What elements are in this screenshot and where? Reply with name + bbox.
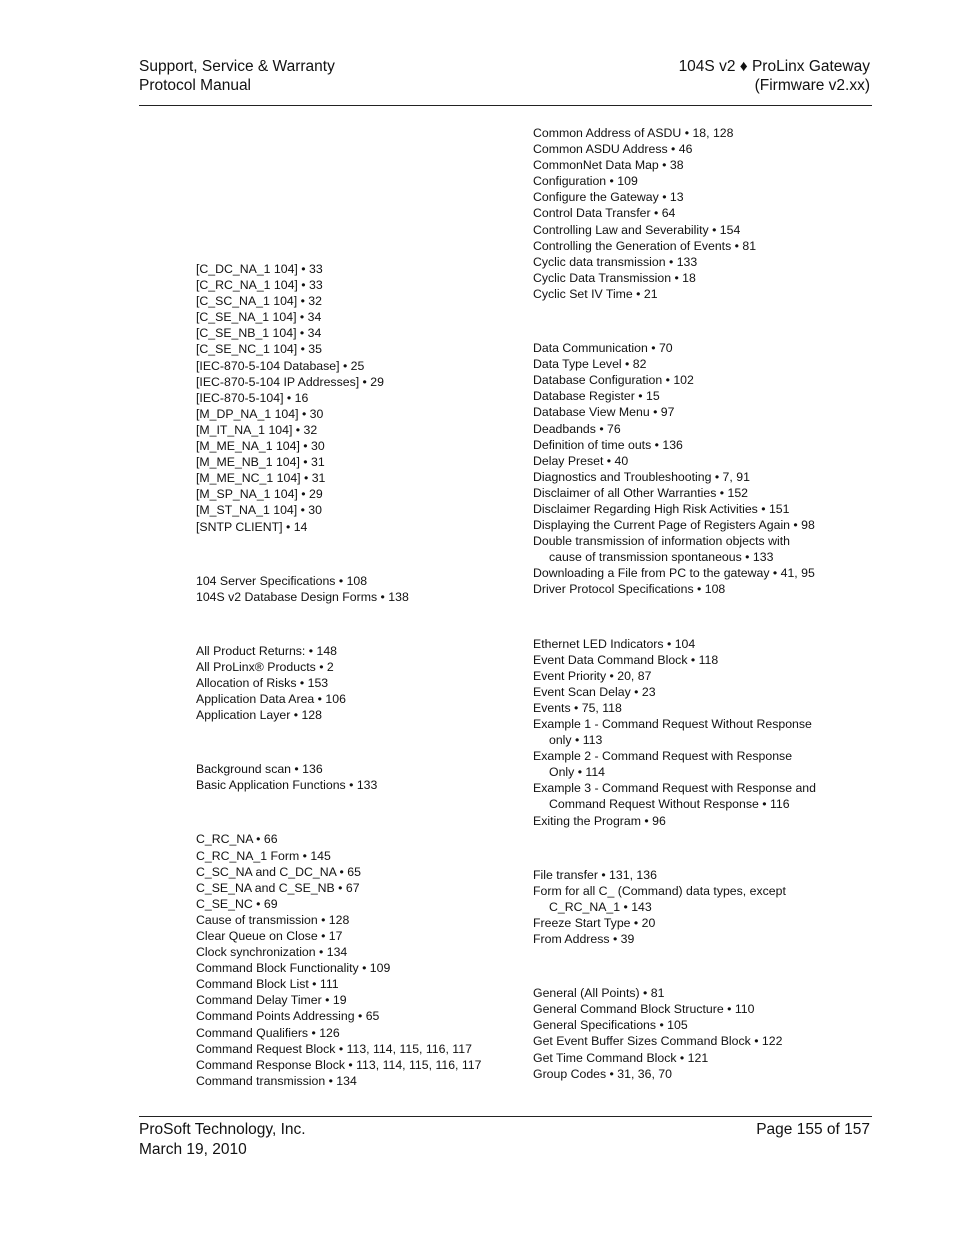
index-entry: Command Block List • 111 [196, 977, 339, 992]
index-entry: Get Time Command Block • 121 [533, 1050, 709, 1065]
index-entry: [C_SE_NA_1 104] • 34 [196, 310, 322, 325]
header-manual-title: Protocol Manual [139, 77, 252, 94]
index-entry: Controlling the Generation of Events • 81 [533, 238, 757, 253]
header-product-title: 104S v2 ♦ ProLinx Gateway [678, 58, 870, 75]
index-entry: Configuration • 109 [533, 174, 638, 189]
index-entry: Database View Menu • 97 [533, 405, 675, 420]
index-group [196, 761, 516, 793]
index-entry: Data Type Level • 82 [533, 357, 647, 372]
index-group [196, 573, 516, 605]
index-group-gap [196, 723, 516, 761]
index-entry: Command Qualifiers • 126 [196, 1025, 340, 1040]
index-entry: Example 1 - Command Request Without Response only • 113 [533, 717, 812, 748]
index-entry: Group Codes • 31, 36, 70 [533, 1066, 672, 1081]
index-entry: Allocation of Risks • 153 [196, 675, 329, 690]
index-group [533, 340, 818, 598]
index-entry: CommonNet Data Map • 38 [533, 158, 684, 173]
page-footer-left [139, 1120, 306, 1160]
index-entry: All Product Returns: • 148 [196, 643, 338, 658]
index-entry: Command Block Functionality • 109 [196, 961, 391, 976]
index-entry: Example 3 - Command Request with Response and Command Request Without Response • 116 [533, 781, 816, 812]
index-entry: Freeze Start Type • 20 [533, 915, 656, 930]
index-entry: [M_ME_NB_1 104] • 31 [196, 455, 325, 470]
page-footer-right [756, 1120, 870, 1140]
index-entry: From Address • 39 [533, 932, 635, 947]
page-header-left [139, 57, 335, 95]
index-entry: [IEC-870-5-104] • 16 [196, 390, 309, 405]
index-entry: Database Configuration • 102 [533, 373, 694, 388]
index-entry: 104S v2 Database Design Forms • 138 [196, 589, 409, 604]
index-group-gap [533, 947, 818, 985]
index-entry: Delay Preset • 40 [533, 453, 629, 468]
index-entry: Clear Queue on Close • 17 [196, 929, 343, 943]
index-column-left [196, 261, 516, 1089]
index-entry: Get Event Buffer Sizes Command Block • 122 [533, 1034, 783, 1049]
header-firmware: (Firmware v2.xx) [754, 77, 870, 94]
index-entry: Data Communication • 70 [533, 341, 673, 356]
footer-page-number: Page 155 of 157 [756, 1121, 870, 1138]
index-entry: [M_DP_NA_1 104] • 30 [196, 406, 324, 421]
index-entry: [IEC-870-5-104 Database] • 25 [196, 358, 365, 373]
index-entry: Control Data Transfer • 64 [533, 206, 676, 221]
index-entry: [M_ST_NA_1 104] • 30 [196, 503, 322, 518]
index-entry: [IEC-870-5-104 IP Addresses] • 29 [196, 374, 384, 389]
index-entry: C_RC_NA • 66 [196, 832, 278, 847]
index-entry: Application Data Area • 106 [196, 692, 346, 707]
index-entry: Application Layer • 128 [196, 708, 322, 723]
footer-divider [139, 1116, 872, 1117]
index-entry: [C_SE_NC_1 104] • 35 [196, 342, 322, 357]
header-section-title: Support, Service & Warranty [139, 58, 335, 75]
index-entry: Disclaimer of all Other Warranties • 152 [533, 485, 749, 500]
index-entry: Events • 75, 118 [533, 700, 622, 715]
index-entry: [C_SE_NB_1 104] • 34 [196, 326, 322, 341]
index-entry: [M_IT_NA_1 104] • 32 [196, 422, 318, 437]
index-entry: C_SE_NC • 69 [196, 896, 278, 911]
index-entry: C_SC_NA and C_DC_NA • 65 [196, 864, 361, 879]
index-entry: Cyclic Set IV Time • 21 [533, 286, 658, 301]
header-divider [139, 105, 872, 106]
index-entry: Cyclic Data Transmission • 18 [533, 270, 696, 285]
index-entry: Definition of time outs • 136 [533, 437, 683, 452]
index-group [196, 643, 516, 723]
footer-company: ProSoft Technology, Inc. [139, 1121, 306, 1138]
index-entry: Command transmission • 134 [196, 1073, 357, 1088]
index-column-right [533, 125, 818, 1082]
footer-date: March 19, 2010 [139, 1141, 247, 1158]
index-entry: General Command Block Structure • 110 [533, 1002, 755, 1017]
index-entry: Driver Protocol Specifications • 108 [533, 582, 726, 597]
index-entry: Database Register • 15 [533, 389, 660, 404]
index-entry: Cause of transmission • 128 [196, 912, 350, 927]
index-group [533, 867, 818, 947]
page-header-right [679, 57, 870, 95]
index-entry: Command Points Addressing • 65 [196, 1009, 380, 1024]
index-entry: [C_RC_NA_1 104] • 33 [196, 278, 323, 293]
index-entry: [M_ME_NC_1 104] • 31 [196, 471, 326, 486]
index-entry: Double transmission of information objects with cause of transmission spontaneous • 133 [533, 534, 790, 565]
index-entry: Disclaimer Regarding High Risk Activities • 151 [533, 501, 790, 516]
index-entry: File transfer • 131, 136 [533, 867, 657, 882]
index-group-gap [196, 535, 516, 573]
index-entry: Command Delay Timer • 19 [196, 993, 347, 1008]
index-entry: Example 2 - Command Request with Response Only • 114 [533, 749, 793, 780]
index-entry: Deadbands • 76 [533, 421, 621, 436]
index-entry: Cyclic data transmission • 133 [533, 254, 698, 269]
index-entry: Controlling Law and Severability • 154 [533, 222, 741, 237]
index-entry: Form for all C_ (Command) data types, except C_RC_NA_1 • 143 [533, 883, 786, 914]
index-entry: Command Response Block • 113, 114, 115, 116, 117 [196, 1057, 482, 1072]
index-entry: [M_ME_NA_1 104] • 30 [196, 439, 325, 454]
index-entry: 104 Server Specifications • 108 [196, 573, 368, 588]
index-group [196, 261, 516, 535]
index-group [533, 985, 818, 1082]
index-entry: Event Scan Delay • 23 [533, 684, 656, 699]
index-entry: Exiting the Program • 96 [533, 813, 666, 828]
index-entry: Configure the Gateway • 13 [533, 190, 684, 205]
index-group-gap [533, 302, 818, 340]
index-group-gap [196, 793, 516, 831]
index-group-gap [533, 598, 818, 636]
index-entry: [SNTP CLIENT] • 14 [196, 519, 308, 534]
index-group [196, 831, 516, 1089]
index-entry: Ethernet LED Indicators • 104 [533, 636, 696, 651]
index-group [533, 636, 818, 829]
index-entry: [C_DC_NA_1 104] • 33 [196, 262, 323, 276]
index-entry: Background scan • 136 [196, 762, 323, 777]
index-entry: Basic Application Functions • 133 [196, 778, 378, 793]
index-entry: [M_SP_NA_1 104] • 29 [196, 487, 323, 502]
index-entry: Common ASDU Address • 46 [533, 142, 693, 157]
index-group [533, 125, 818, 302]
index-entry: Common Address of ASDU • 18, 128 [533, 126, 734, 140]
index-group-gap [533, 829, 818, 867]
index-entry: Event Data Command Block • 118 [533, 652, 719, 667]
index-entry: C_RC_NA_1 Form • 145 [196, 848, 331, 863]
index-entry: General (All Points) • 81 [533, 986, 665, 1001]
index-entry: Clock synchronization • 134 [196, 945, 348, 960]
index-entry: Diagnostics and Troubleshooting • 7, 91 [533, 469, 750, 484]
index-entry: Event Priority • 20, 87 [533, 668, 652, 683]
index-entry: [C_SC_NA_1 104] • 32 [196, 294, 322, 309]
index-entry: All ProLinx® Products • 2 [196, 659, 334, 674]
index-entry: Command Request Block • 113, 114, 115, 116, 117 [196, 1041, 472, 1056]
index-entry: Displaying the Current Page of Registers Again • 98 [533, 518, 815, 533]
index-entry: General Specifications • 105 [533, 1018, 688, 1033]
index-group-gap [196, 605, 516, 643]
index-entry: Downloading a File from PC to the gateway • 41, 95 [533, 566, 815, 581]
index-entry: C_SE_NA and C_SE_NB • 67 [196, 880, 360, 895]
